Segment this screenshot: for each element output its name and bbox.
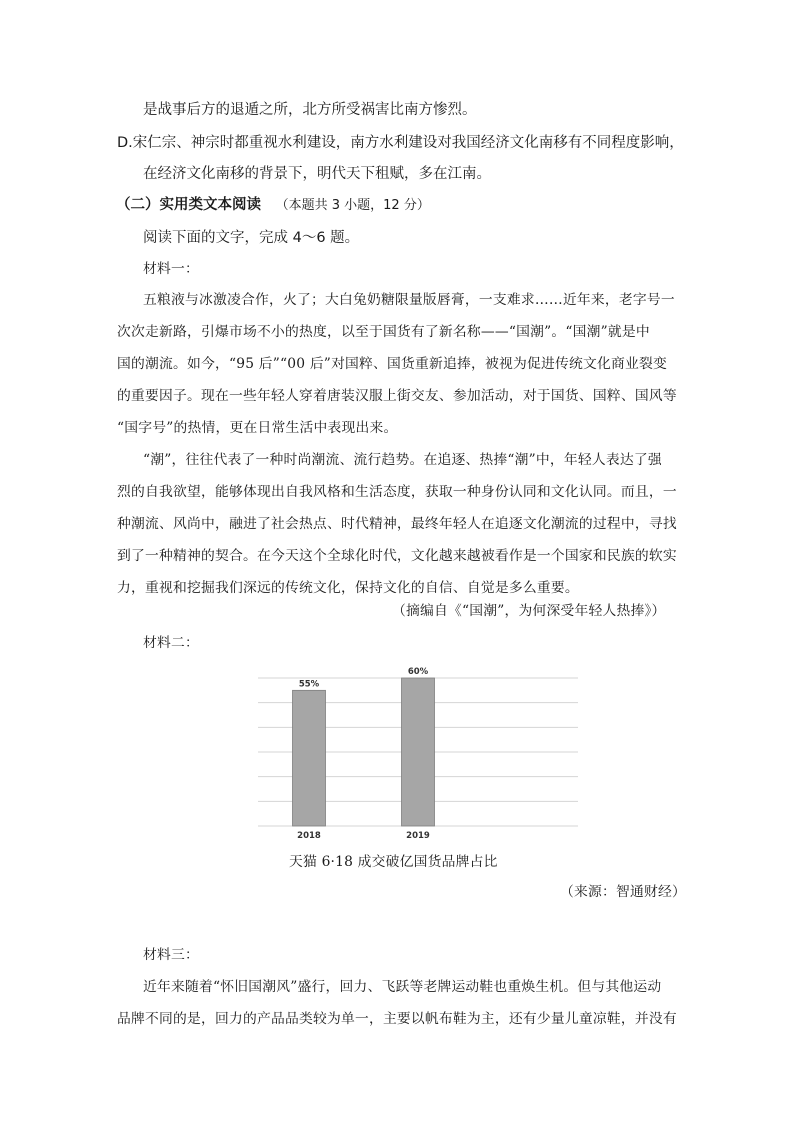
section-title: （二）实用类文本阅读 [116, 197, 261, 213]
data-label: 60% [407, 667, 429, 677]
material1-p2-line: “潮”，往往代表了一种时尚潮流、流行趋势。在追逐、热捧“潮”中，年轻人表达了强 [143, 452, 662, 468]
material1-p1-line: “国字号”的热情，更在日常生活中表现出来。 [117, 420, 398, 436]
section-header [116, 195, 430, 216]
material2-source: （来源：智通财经） [560, 884, 686, 900]
material1-label: 材料一： [143, 261, 199, 277]
x-tick-label: 2019 [406, 831, 430, 841]
material1-p2-line: 到了一种精神的契合。在今天这个全球化时代，文化越来越被看作是一个国家和民族的软实 [117, 548, 677, 564]
material3-p1-line: 品牌不同的是，回力的产品品类较为单一，主要以帆布鞋为主，还有少量儿童凉鞋，并没有 [117, 1011, 677, 1027]
material1-p1-line: 的重要因子。现在一些年轻人穿着唐装汉服上街交友、参加活动，对于国货、国粹、国风等 [117, 388, 677, 404]
material3-p1-line: 近年来随着“怀旧国潮风”盛行，回力、飞跃等老牌运动鞋也重焕生机。但与其他运动 [143, 979, 662, 995]
section-note: （本题共 3 小题，12 分） [275, 198, 430, 213]
data-label: 55% [298, 679, 320, 690]
option-d-line1: D.宋仁宗、神宗时都重视水利建设，南方水利建设对我国经济文化南移有不同程度影响， [117, 135, 684, 151]
material1-p2-line: 力，重视和挖掘我们深远的传统文化，保持文化的自信、自觉是多么重要。 [117, 580, 579, 596]
bar-chart [250, 660, 590, 845]
section-instruction: 阅读下面的文字，完成 4～6 题。 [143, 230, 360, 246]
material3-label: 材料三： [143, 947, 199, 963]
material1-p1-line: 次次走新路，引爆市场不小的热度，以至于国货有了新名称——“国潮”。“国潮”就是中 [117, 324, 650, 340]
material2-label: 材料二： [143, 635, 199, 651]
material1-p2-line: 种潮流、风尚中，融进了社会热点、时代精神，最终年轻人在追逐文化潮流的过程中，寻找 [117, 516, 677, 532]
material1-p1-line: 国的潮流。如今，“95 后”“00 后”对国粹、国货重新追捧，被视为促进传统文化商业裂变 [117, 356, 667, 372]
material1-p2-line: 烈的自我欲望，能够体现出自我风格和生活态度，获取一种身份认同和文化认同。而且，一 [117, 484, 677, 500]
bar [293, 690, 326, 826]
x-tick-label: 2018 [297, 831, 321, 841]
bar [402, 678, 435, 826]
option-c-tail: 是战事后方的退遁之所，北方所受祸害比南方惨烈。 [143, 102, 477, 118]
material1-source: （摘编自《“国潮”，为何深受年轻人热捧》） [392, 603, 666, 619]
chart-caption: 天猫 6·18 成交破亿国货品牌占比 [289, 854, 498, 870]
option-d-line2: 在经济文化南移的背景下，明代天下租赋，多在江南。 [143, 166, 491, 182]
material1-p1-line: 五粮液与冰激凌合作，火了；大白兔奶糖限量版唇膏，一支难求……近年来，老字号一 [143, 292, 675, 308]
